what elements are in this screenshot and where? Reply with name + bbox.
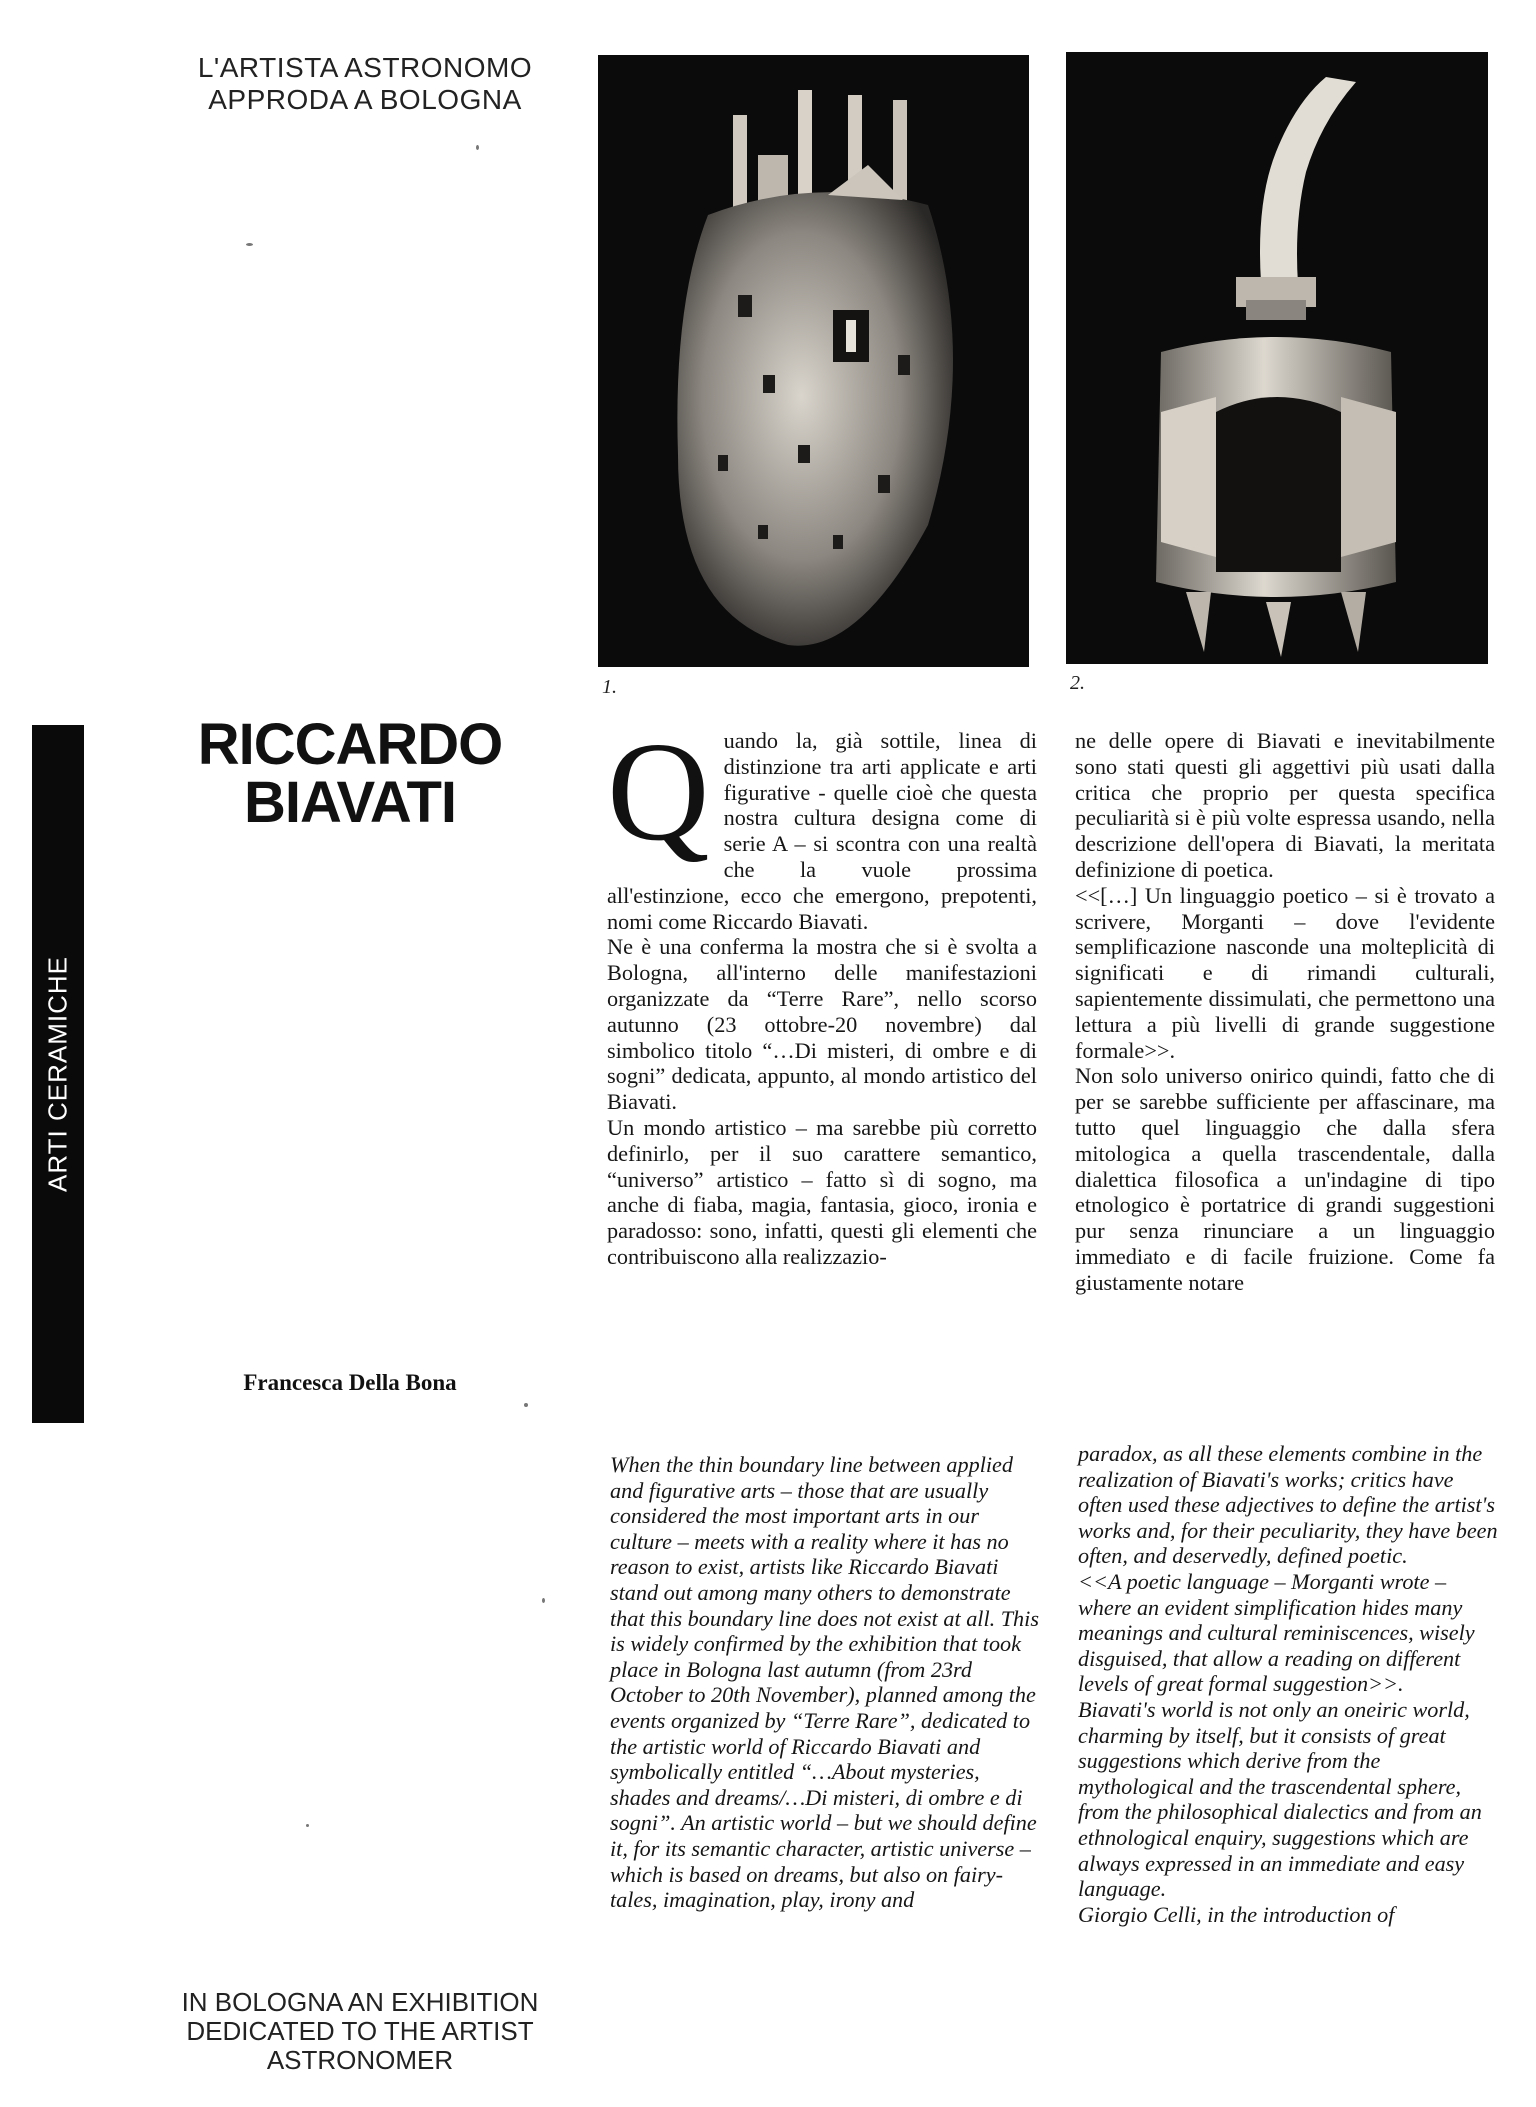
ceramic-sculpture-stove-icon [1066,52,1488,664]
kicker-line-1: L'ARTISTA ASTRONOMO [197,52,533,83]
paragraph: When the thin boundary line between applied and figurative arts – those that are usually considered the most important arts in our culture – meets with a reality where it has no reason to exist, artists like Riccardo Biavati stand out among many others to demonstrate that this boundary line does not exist at all. This is widely confirmed by the exhibition that took place in Bologna last autumn (from 23rd October to 20th November), planned among the events organized by “Terre Rare”, dedicated to the artistic world of Riccardo Biavati and symbolically entitled “…About mysteries, shades and dreams/…Di misteri, di ombre e di sogni”. An artistic world – but we should define it, for its semantic character, artistic universe – which is based on dreams, but also on fairy-tales, imagination, play, irony and [610,1452,1039,1913]
english-column-1 [610,1452,1040,1913]
scan-speck [542,1598,545,1603]
drop-cap: Q [607,712,710,870]
scan-speck [306,1824,309,1827]
paragraph: Giorgio Celli, in the introduction of [1078,1901,1395,1927]
paragraph: Biavati's world is not only an oneiric world, charming by itself, but it consists of great suggestions which derive from the mythological and the trascendental sphere, from the philosophical dialectics and from an ethnological enquiry, suggestions which are always expressed in an immediate and easy language. [1078,1696,1482,1902]
figure-2-caption: 2. [1070,672,1085,694]
figure-1-caption: 1. [602,676,617,698]
scan-speck [246,243,253,246]
figure-1-photo [598,55,1029,667]
figure-2-photo [1066,52,1488,664]
footer-kicker-line-1: IN BOLOGNA AN EXHIBITION [181,1987,539,2017]
footer-kicker-line-2: DEDICATED TO THE ARTIST [186,2016,534,2046]
title-line-1: RICCARDO [197,712,503,777]
section-tab [32,725,84,1423]
article-title [150,712,550,835]
italian-column-1 [607,712,1037,1270]
section-label: ARTI CERAMICHE [42,956,73,1192]
footer-kicker-line-3: ASTRONOMER [266,2045,454,2075]
title-line-2: BIAVATI [243,770,457,835]
author-byline: Francesca Della Bona [243,1370,457,1395]
footer-kicker-headline [160,1988,560,2075]
paragraph: Non solo universo onirico quindi, fatto che di per se sarebbe sufficiente per affascinare, ma tutto quel linguaggio che dalla sfera mitologica a quella trascendentale, dalla dialettica filosofica a un'indagine di tipo etnologico è portatrice di grandi suggestioni pur senza rinunciare a un linguaggio immediato e di facile fruizione. Come fa giustamente notare [1075,1063,1495,1295]
scan-speck [476,145,479,150]
paragraph: Ne è una conferma la mostra che si è svolta a Bologna, all'interno delle manifestazioni organizzate da “Terre Rare”, nello scorso autunno (23 ottobre-20 novembre) dal simbolico titolo “…Di misteri, di ombre e di sogni” dedicata, appunto, al mondo artistico del Biavati. [607,934,1037,1115]
scan-speck [524,1403,528,1407]
paragraph: uando la, già sottile, linea di distinzione tra arti applicate e arti figurative - quelle cioè che questa nostra cultura designa come di serie A – si scontra con una realtà che la vuole prossima all'estinzione, ecco che emergono, prepotenti, nomi come Riccardo Biavati. [607,728,1037,934]
paragraph: Un mondo artistico – ma sarebbe più corretto definirlo, per il suo carattere semantico, “universo” artistico – fatto sì di sogno, ma anche di fiaba, magia, fantasia, gioco, ironia e paradosso: sono, infatti, questi gli elementi che contribuiscono alla realizzazio- [607,1114,1037,1269]
paragraph: <<[…] Un linguaggio poetico – si è trovato a scrivere, Morganti – dove l'evidente semplificazione nasconde una molteplicità di significati e di rimandi culturali, sapientemente dissimulati, che permettono una lettura a più livelli di grande suggestione formale>>. [1075,882,1495,1063]
paragraph: <<A poetic language – Morganti wrote – where an evident simplification hides many meanings and cultural reminiscences, wisely disguised, that allow a reading on different levels of great formal suggestion>>. [1078,1568,1475,1697]
english-column-2 [1078,1441,1498,1927]
kicker-line-2: APPRODA A BOLOGNA [208,84,522,115]
paragraph: ne delle opere di Biavati e inevitabilmente sono stati questi gli aggettivi più usati dalla critica che proprio per questa specifica peculiarità si è più volte espressa usando, nella descrizione dell'opera di Biavati, la meritata definizione di poetica. [1075,728,1495,882]
italian-column-2 [1075,728,1495,1296]
paragraph: paradox, as all these elements combine in the realization of Biavati's works; critics have often used these adjectives to define the artist's works and, for their peculiarity, they have been often, and deservedly, defined poetic. [1078,1441,1498,1569]
ceramic-sculpture-towers-icon [598,55,1029,667]
kicker-headline [150,52,580,116]
